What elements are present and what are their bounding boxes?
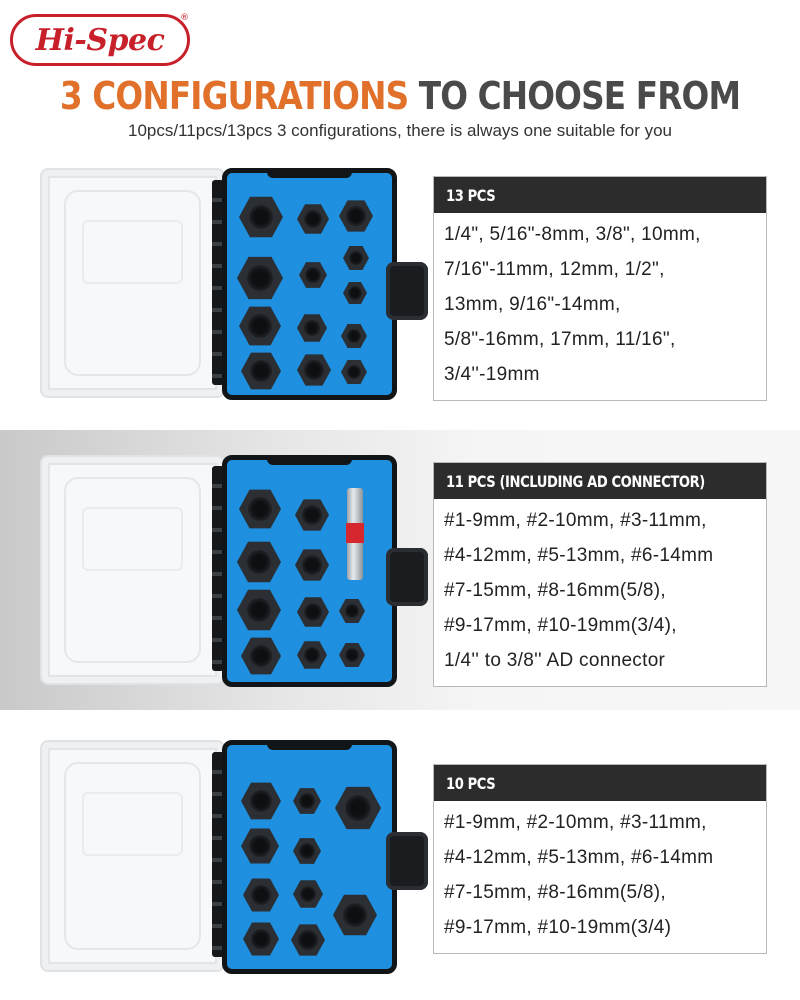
socket	[239, 305, 281, 347]
clear-lid	[40, 168, 225, 398]
socket	[333, 893, 377, 937]
socket	[291, 923, 325, 957]
spec-line: #4-12mm, #5-13mm, #6-14mm	[444, 847, 714, 868]
info-box-heading	[434, 463, 766, 499]
socket	[293, 837, 321, 865]
info-box-10pcs	[433, 764, 767, 954]
socket	[293, 879, 323, 909]
registered-mark: ®	[180, 13, 189, 23]
spec-line: 5/8"-16mm, 17mm, 11/16",	[444, 329, 676, 350]
spec-line: #7-15mm, #8-16mm(5/8),	[444, 882, 667, 903]
ad-connector-extension	[347, 488, 363, 580]
spec-line: #4-12mm, #5-13mm, #6-14mm	[444, 545, 714, 566]
socket	[241, 636, 281, 676]
spec-line: 13mm, 9/16"-14mm,	[444, 294, 621, 315]
extension-red-band	[346, 523, 364, 543]
case-clasp	[386, 262, 428, 320]
spec-line: 3/4''-19mm	[444, 364, 540, 385]
socket	[339, 642, 365, 668]
socket	[239, 488, 281, 530]
spec-line: 7/16"-11mm, 12mm, 1/2",	[444, 259, 665, 280]
socket	[239, 195, 283, 239]
info-box-13pcs	[433, 176, 767, 401]
spec-line: #7-15mm, #8-16mm(5/8),	[444, 580, 667, 601]
clear-lid	[40, 455, 225, 685]
info-box-heading-text: 10 PCS	[446, 773, 496, 793]
case-clasp	[386, 832, 428, 890]
socket	[341, 323, 367, 349]
socket	[299, 261, 327, 289]
socket	[297, 313, 327, 343]
socket	[237, 588, 281, 632]
spec-line: #1-9mm, #2-10mm, #3-11mm,	[444, 510, 707, 531]
socket	[297, 640, 327, 670]
socket	[339, 598, 365, 624]
info-box-11pcs	[433, 462, 767, 687]
socket	[343, 245, 369, 271]
socket	[243, 921, 279, 957]
spec-line: #9-17mm, #10-19mm(3/4),	[444, 615, 677, 636]
clear-lid	[40, 740, 225, 972]
info-box-body	[434, 213, 766, 400]
info-box-heading	[434, 177, 766, 213]
socket	[297, 353, 331, 387]
blue-socket-tray	[222, 455, 397, 687]
socket	[335, 785, 381, 831]
hi-spec-logo	[10, 14, 190, 66]
socket	[243, 877, 279, 913]
info-box-body	[434, 499, 766, 686]
socket	[343, 281, 367, 305]
socket	[297, 203, 329, 235]
case-clasp	[386, 548, 428, 606]
info-box-heading	[434, 765, 766, 801]
socket	[241, 781, 281, 821]
socket	[237, 540, 281, 584]
socket	[241, 351, 281, 391]
spec-line: #9-17mm, #10-19mm(3/4)	[444, 917, 672, 938]
socket	[241, 827, 279, 865]
info-box-body	[434, 801, 766, 953]
logo-text: Hi-Spec	[35, 22, 165, 58]
spec-line: 1/4", 5/16"-8mm, 3/8", 10mm,	[444, 224, 701, 245]
blue-socket-tray	[222, 168, 397, 400]
page-subtitle: 10pcs/11pcs/13pcs 3 configurations, there is always one suitable for you	[128, 121, 672, 140]
socket	[297, 596, 329, 628]
title-accent: 3 CONFIGURATIONS	[59, 74, 409, 118]
info-box-heading-text: 11 PCS (INCLUDING AD CONNECTOR)	[446, 471, 705, 491]
socket	[237, 255, 283, 301]
socket	[339, 199, 373, 233]
spec-line: #1-9mm, #2-10mm, #3-11mm,	[444, 812, 707, 833]
socket	[293, 787, 321, 815]
page-title	[56, 74, 744, 118]
socket	[295, 498, 329, 532]
blue-socket-tray	[222, 740, 397, 974]
spec-line: 1/4'' to 3/8'' AD connector	[444, 650, 666, 671]
title-rest: TO CHOOSE FROM	[408, 74, 741, 118]
socket	[341, 359, 367, 385]
socket	[295, 548, 329, 582]
info-box-heading-text: 13 PCS	[446, 185, 496, 205]
